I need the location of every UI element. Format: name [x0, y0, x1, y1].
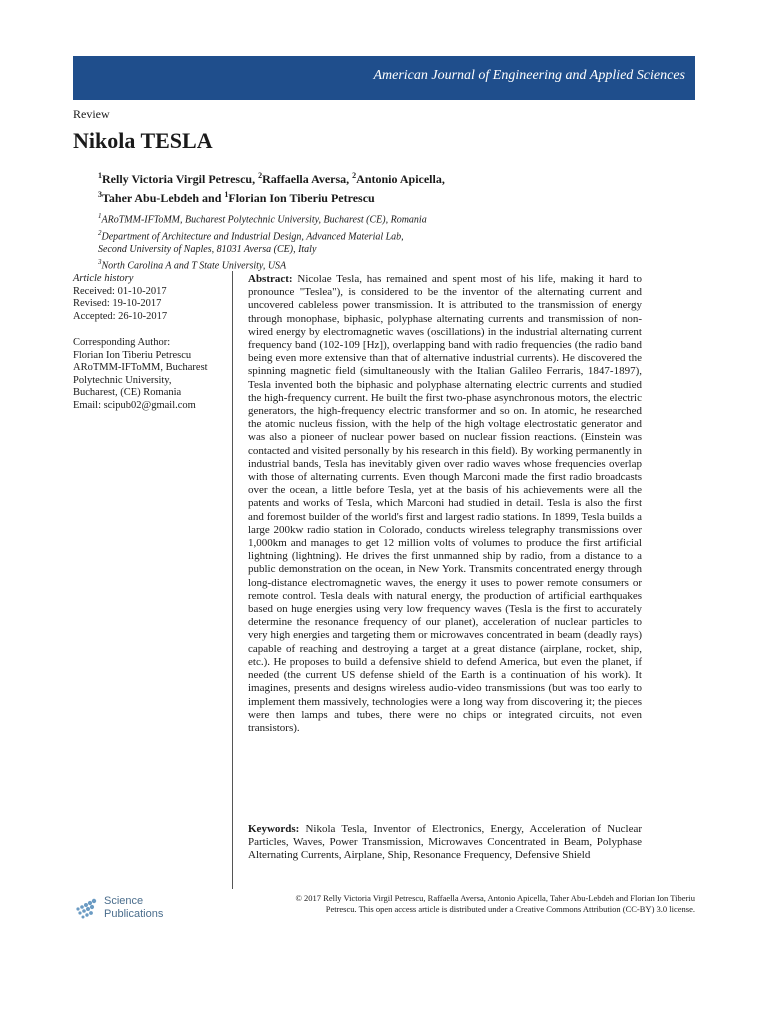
revised-date: Revised: 19-10-2017: [73, 298, 162, 309]
publisher-name-line: Publications: [104, 908, 164, 920]
journal-name: American Journal of Engineering and Applied Sciences: [373, 68, 685, 83]
corresponding-line: Bucharest, (CE) Romania: [73, 387, 182, 398]
publisher-logo-icon: [74, 895, 100, 921]
license-line: Petrescu. This open access article is distributed under a Creative Commons Attribution (CC-BY) 3.0 license.: [325, 903, 695, 914]
publisher-name: [104, 895, 163, 921]
corresponding-line: ARoTMM-IFToMM, Bucharest: [73, 362, 208, 373]
keywords-text: Nikola Tesla, Inventor of Electronics, Energy, Acceleration of Nuclear Particles, Waves, Power Transmission, Microwaves Concentrated in Beam, Polyphase Alternating Currents, Airplane, Ship, Resonance Frequency, Defensive Shield: [248, 823, 643, 862]
article-info-sidebar: [73, 273, 223, 412]
author-name: Raffaella Aversa,: [262, 172, 353, 186]
keywords: [248, 823, 642, 863]
author-affil-mark: 2: [258, 171, 263, 180]
affiliation-list: [98, 210, 518, 273]
affiliation-text: ARoTMM-IFToMM, Bucharest Polytechnic University, Bucharest (CE), Romania: [101, 214, 427, 226]
affiliation-text: North Carolina A and T State University, USA: [101, 260, 287, 272]
corresponding-email: Email: scipub02@gmail.com: [73, 399, 196, 411]
accepted-date: Accepted: 26-10-2017: [73, 310, 168, 322]
license-line: © 2017 Relly Victoria Virgil Petrescu, Raffaella Aversa, Antonio Apicella, Taher Abu-Lebdeh and Florian Ion Tiberiu: [295, 893, 695, 903]
author-line: [98, 187, 518, 206]
affiliation: [98, 244, 518, 257]
author-line: [98, 168, 518, 187]
journal-banner: [73, 56, 695, 100]
author-list: [98, 168, 518, 206]
author-name: Antonio Apicella,: [356, 172, 445, 186]
author-affil-mark: 1: [224, 190, 229, 199]
author-affil-mark: 3: [98, 190, 102, 199]
corresponding-line: Polytechnic University,: [73, 374, 172, 386]
affiliation-text: Second University of Naples, 81031 Aversa (CE), Italy: [98, 243, 317, 255]
abstract: [248, 273, 642, 735]
author-affil-mark: 1: [98, 171, 102, 180]
affiliation: [98, 210, 518, 227]
abstract-label: Abstract:: [248, 273, 293, 285]
corresponding-title: Corresponding Author:: [73, 337, 171, 348]
column-divider: [232, 271, 233, 889]
abstract-text: Nicolae Tesla, has remained and spent most of his life, making it hard to pronounce "Teslea"), is considered to be the inventor of the alternating current and uncovered cableless power transmission. It is attributed to the transmission of energy through monophase, biphasic, polyphase alternating currents and transmission of non-wired energy by electromagnetic waves (oscillations) in the industrial alternating current frequency band (102-109 [Hz]), overlapping band with radio frequencies (the radio band being even more extensive than that of alternative industrial currents). He discovered the spinning magnetic field (simultaneously with the Italian Galileo Ferraris, 1847-1897), Tesla invented both the biphasic and polyphase alternating electric currents and studied the high-frequency current. He built the first two-phase asynchronous motors, the electric generators, the high-frequency electric transformer and so on. In atomic, he researched the atomic nucleus fission, with the help of the high voltage electrostatic generator and was also a pioneer of nuclear power based on nuclear fission reactions. (Einstein was contacted and visited personally by his research in this field). By working permanently in industrial bands, Tesla has inevitably given over radio waves whose frequencies overlap with those of alternating currents. Even though Marconi made the first radio broadcasts over the ocean, a little before Tesla, yet at the basis of his achievements were all the patents and works of Tesla, which Marconi had studied in detail. Tesla is also the first and foremost builder of the world's first and largest radio stations. In 1899, Tesla builds a large 200kw radio station in Colorado, conducts wireless telegraphy transmissions over 1,000km and manages to get 12 million volts of volumes to produce the first artificial lightning (lightning). He drives the first unmanned ship by radio, from a distance to a public demonstration on the ocean, in New York. Transmits concentrated energy through long-distance electromagnetic waves, the energy it uses to power remote consumers or remote control. Tesla deals with natural energy, the production of artificial earthquakes based on huge energies using very low frequency waves (Tesla is the first to accurately determine the resonance frequency of our planet), acceleration of nuclear particles to very high energies and targeting them or microwaves concentrated in beam (deadly rays) capable of reaching and destroying a target at a great distance (airplane, rocket, ship, etc.). He proposes to build a defensive shield to defend America, but even the planet, if needed (the current US defense shield of the Earth is a continuation of his work). It imagines, presents and designs wireless audio-video transmissions (but was too early to implement them massively, technologies were a long way from discovering it; the pieces were then lamps and tubes, there were no chips or integrated circuits, not even transistors).: [248, 273, 642, 734]
affiliation-text: Department of Architecture and Industrial Design, Advanced Material Lab,: [101, 231, 404, 243]
publisher-logo: [74, 893, 194, 925]
keywords-label: Keywords:: [248, 823, 300, 835]
affiliation-mark: 3: [98, 258, 102, 267]
author-name: Taher Abu-Lebdeh and: [102, 191, 225, 205]
author-affil-mark: 2: [352, 171, 357, 180]
license-notice: [258, 893, 695, 914]
affiliation-mark: 2: [98, 228, 102, 237]
author-name: Relly Victoria Virgil Petrescu,: [102, 172, 259, 186]
received-date: Received: 01-10-2017: [73, 285, 167, 297]
history-title: Article history: [73, 273, 134, 284]
author-name: Florian Ion Tiberiu Petrescu: [228, 191, 375, 205]
article-type: Review: [73, 107, 110, 121]
affiliation: [98, 227, 518, 244]
affiliation: [98, 256, 518, 273]
article-title: Nikola TESLA: [73, 128, 213, 153]
affiliation-mark: 1: [98, 212, 102, 220]
spacer: [73, 323, 223, 337]
corresponding-line: Florian Ion Tiberiu Petrescu: [73, 349, 192, 361]
publisher-name-line: Science: [104, 895, 144, 907]
